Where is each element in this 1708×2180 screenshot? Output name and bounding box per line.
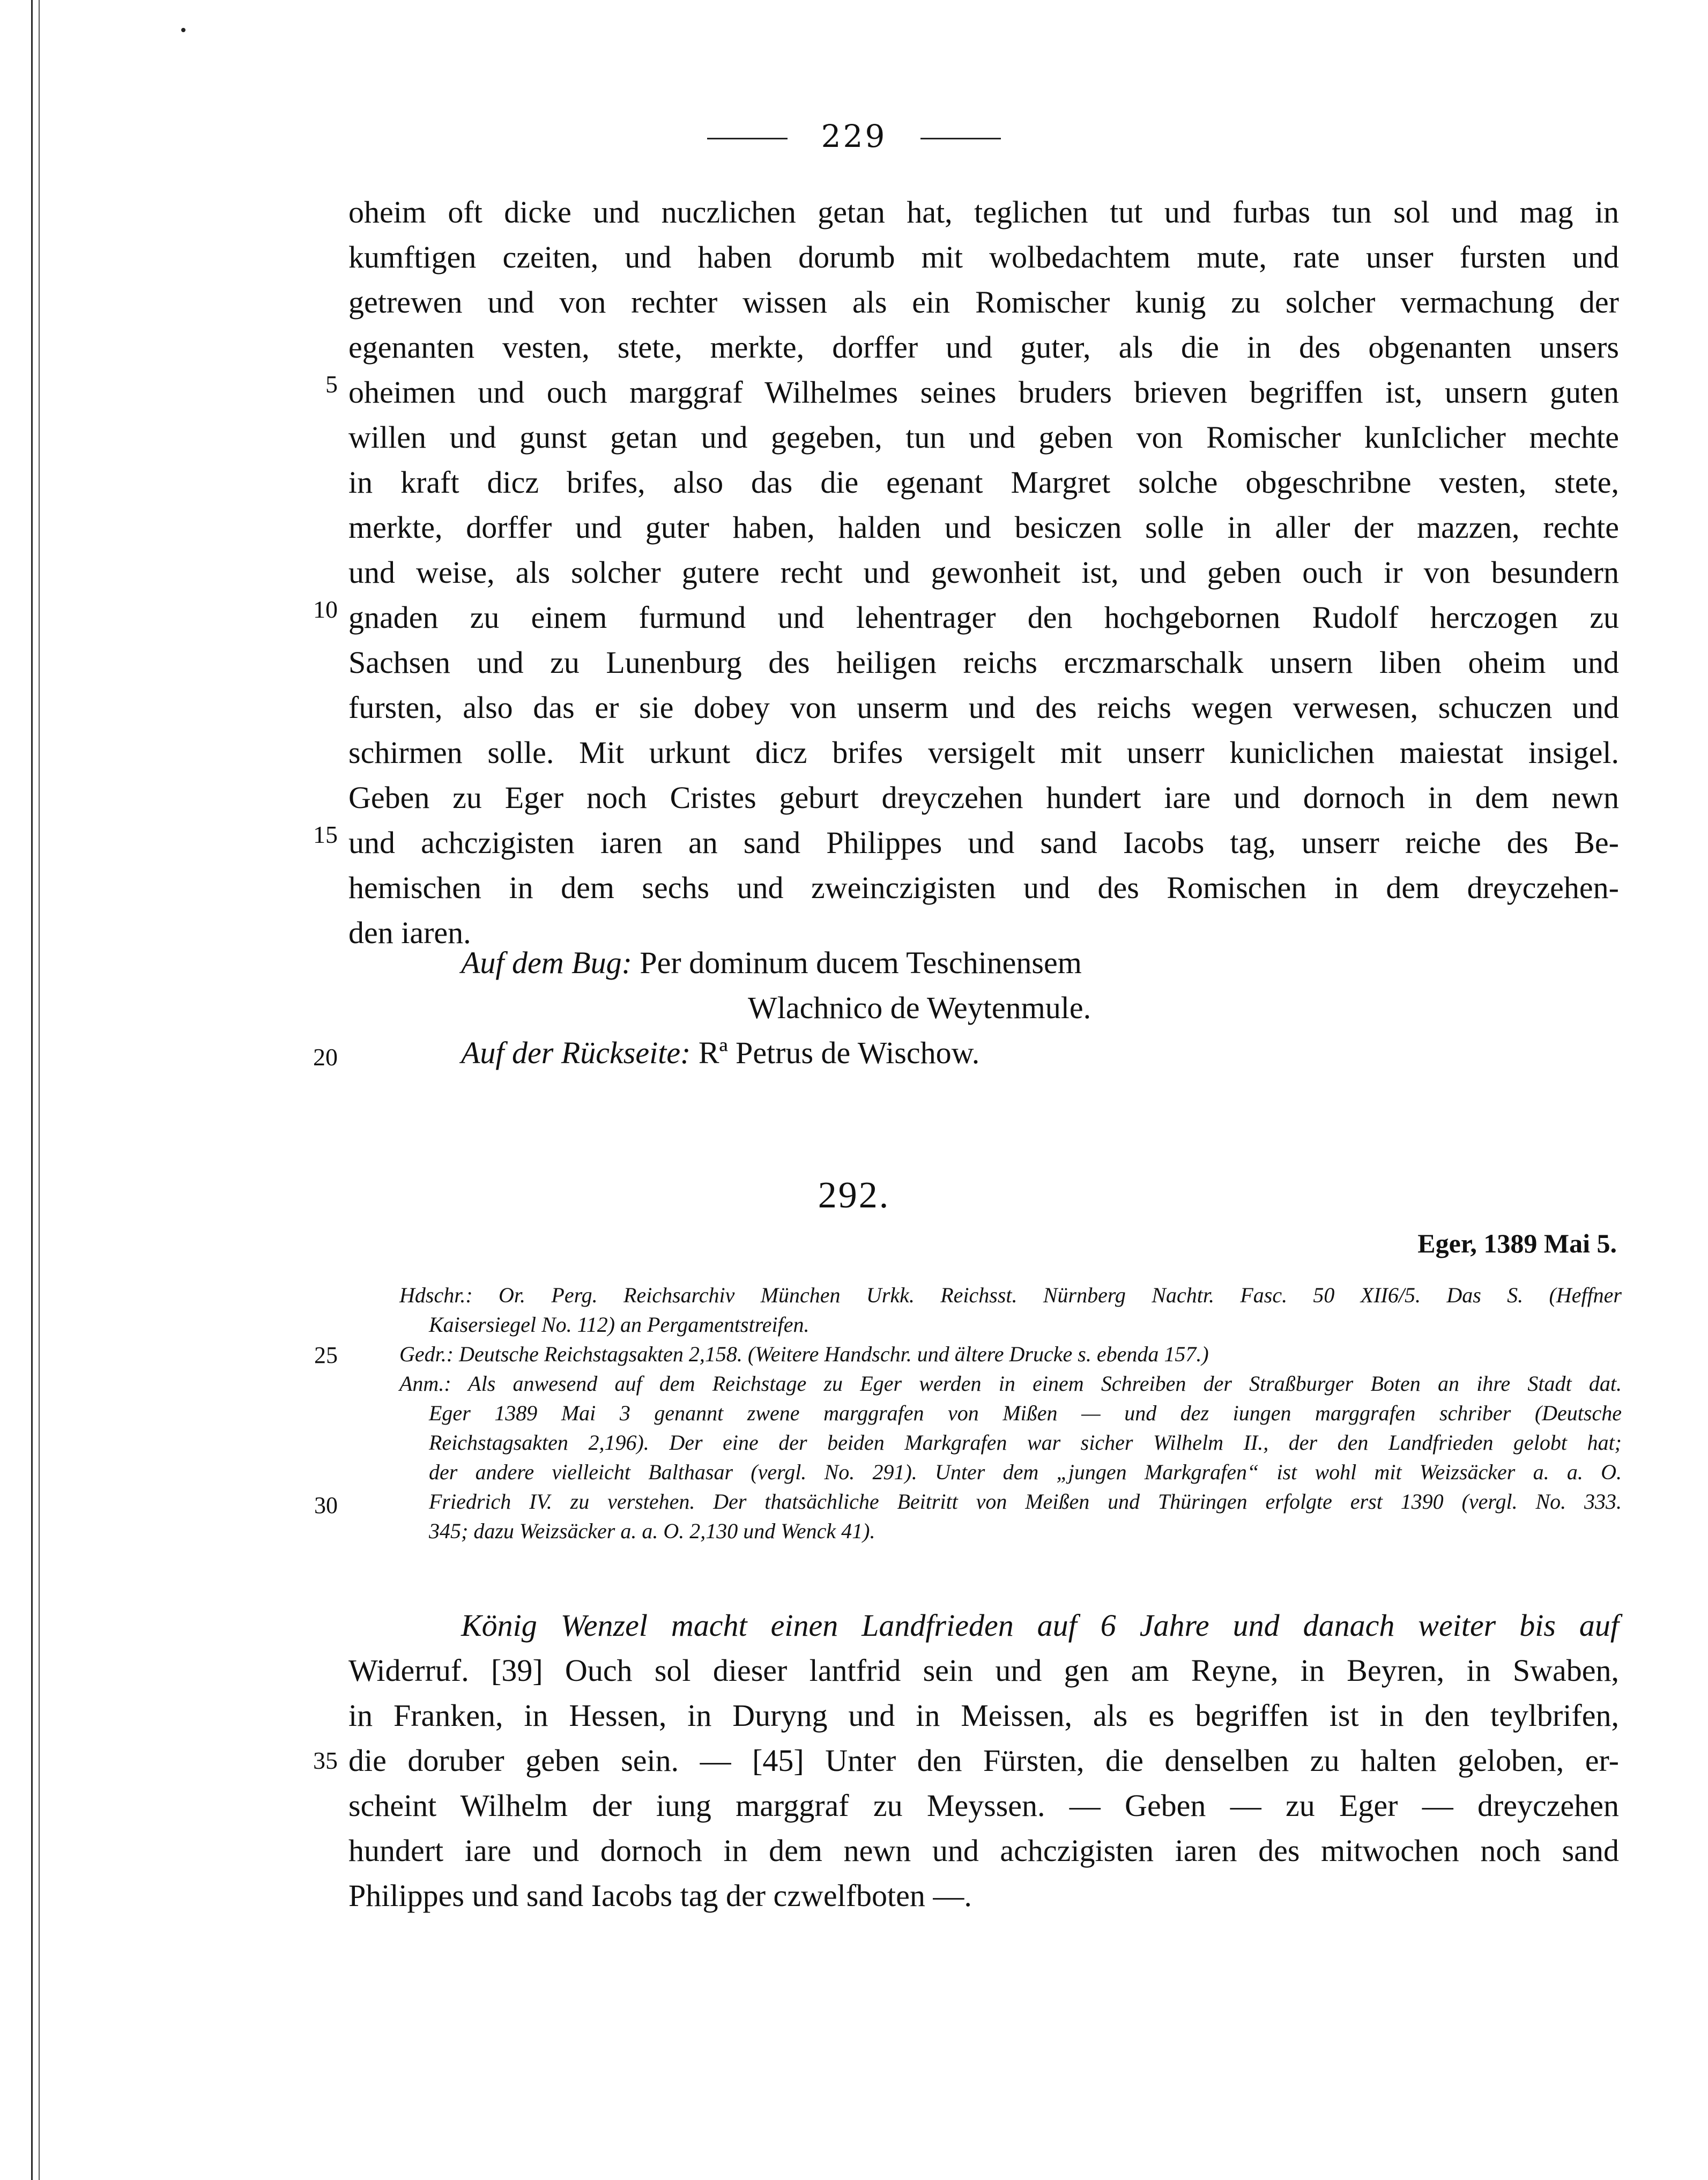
note-bug-label: Auf dem Bug: — [461, 945, 632, 980]
regest-line — [348, 1603, 1619, 1648]
regest-line: die doruber geben sein. — [45] Unter den Fürsten, die denselben zu halten geloben, er- — [348, 1743, 1619, 1778]
regest-line: hundert iare und dornoch in dem newn und achczigisten iaren des mitwochen noch sand — [348, 1833, 1619, 1868]
text-line: und achczigisten iaren an sand Philippes und sand Iacobs tag, unserr reiche des Be- — [348, 825, 1619, 860]
main-text — [348, 190, 1619, 955]
note-rueckseite-text: Rª Petrus de Wischow. — [698, 1035, 980, 1070]
apparatus-line: Friedrich IV. zu verstehen. Der thatsächliche Beitritt von Meißen und Thüringen erfolgte erst 1390 (vergl. No. 333. — [429, 1489, 1622, 1514]
regest-line: in Franken, in Hessen, in Duryng und in Meissen, als es begriffen ist in den teylbrifen, — [348, 1698, 1619, 1733]
apparatus-line: Anm.: Als anwesend auf dem Reichstage zu Eger werden in einem Schreiben der Straßburger Boten an ihre Stadt dat. — [399, 1371, 1622, 1396]
note-bug-text: Per dominum ducem Teschinensem — [640, 945, 1082, 980]
scan-edge-left — [31, 0, 33, 2180]
text-line: egenanten vesten, stete, merkte, dorffer und guter, als die in des obgenanten unsers — [348, 330, 1619, 365]
text-line: oheim oft dicke und nuczlichen getan hat, teglichen tut und furbas tun sol und mag in — [348, 195, 1619, 229]
line-number: 30 — [314, 1492, 338, 1518]
line-number: 5 — [325, 370, 338, 398]
regest-text — [348, 1603, 1619, 1918]
note-rueckseite — [461, 1035, 979, 1071]
apparatus-line: Hdschr.: Or. Perg. Reichsarchiv München Urkk. Reichsst. Nürnberg Nachtr. Fasc. 50 XII6/5. Das S. (Heffner — [399, 1283, 1622, 1307]
apparatus-line: 345; dazu Weizsäcker a. a. O. 2,130 und Wenck 41). — [429, 1519, 875, 1543]
regest-line: Widerruf. [39] Ouch sol dieser lantfrid sein und gen am Reyne, in Beyren, in Swaben, — [348, 1653, 1619, 1688]
dateline: Eger, 1389 Mai 5. — [1417, 1228, 1617, 1258]
text-line: schirmen solle. Mit urkunt dicz brifes versigelt mit unserr kuniclichen maiestat insigel. — [348, 735, 1619, 770]
line-number: 25 — [314, 1342, 338, 1368]
apparatus-line: Eger 1389 Mai 3 genannt zwene marggrafen von Mißen — und dez iungen marggrafen schriber (Deutsche — [429, 1401, 1622, 1425]
header-rule-right — [920, 138, 1001, 139]
text-line: kumftigen czeiten, und haben dorumb mit wolbedachtem mute, rate unser fursten und — [348, 240, 1619, 275]
apparatus-line: der andere vielleicht Balthasar (vergl. No. 291). Unter dem „jungen Markgrafen“ ist wohl mit Weizsäcker a. a. O. — [429, 1460, 1622, 1484]
regest-line: scheint Wilhelm der iung marggraf zu Meyssen. — Geben — zu Eger — dreyczehen — [348, 1788, 1619, 1823]
line-number: 20 — [313, 1043, 338, 1071]
text-line: Geben zu Eger noch Cristes geburt dreyczehen hundert iare und dornoch in dem newn — [348, 780, 1619, 815]
scan-speck — [181, 28, 185, 32]
scan-edge-left-inner — [39, 0, 40, 2180]
apparatus-line: Kaisersiegel No. 112) an Pergamentstreifen. — [429, 1313, 810, 1337]
text-line: fursten, also das er sie dobey von unserm und des reichs wegen verwesen, schuczen und — [348, 690, 1619, 725]
regest-line: Philippes und sand Iacobs tag der czwelfboten —. — [348, 1878, 972, 1913]
critical-apparatus — [399, 1280, 1622, 1546]
apparatus-line: Gedr.: Deutsche Reichstagsakten 2,158. (Weitere Handschr. und ältere Drucke s. ebenda 157.) — [399, 1342, 1209, 1366]
header-rule-left — [707, 138, 788, 139]
document-number: 292. — [818, 1175, 890, 1216]
text-line: oheimen und ouch marggraf Wilhelmes seines bruders brieven begriffen ist, unsern guten — [348, 375, 1619, 410]
apparatus-line: Reichstagsakten 2,196). Der eine der beiden Markgrafen war sicher Wilhelm II., der den Landfrieden gelobt hat; — [429, 1430, 1622, 1455]
text-line: getrewen und von rechter wissen als ein Romischer kunig zu solcher vermachung der — [348, 285, 1619, 320]
text-line: den iaren. — [348, 915, 471, 950]
page-number: 229 — [821, 118, 887, 154]
page-header — [0, 118, 1708, 154]
note-bug-continued — [748, 990, 1091, 1026]
text-line: Sachsen und zu Lunenburg des heiligen reichs erczmarschalk unsern liben oheim und — [348, 645, 1619, 680]
line-number: 15 — [313, 821, 338, 848]
regest-line-text: König Wenzel macht einen Landfrieden auf 6 Jahre und danach weiter bis auf — [461, 1608, 1619, 1643]
text-line: willen und gunst getan und gegeben, tun und geben von Romischer kunIclicher mechte — [348, 420, 1619, 455]
text-line: merkte, dorffer und guter haben, halden und besiczen solle in aller der mazzen, rechte — [348, 510, 1619, 545]
note-rueckseite-label: Auf der Rückseite: — [461, 1035, 691, 1070]
text-line: in kraft dicz brifes, also das die egenant Margret solche obgeschribne vesten, stete, — [348, 465, 1619, 500]
note-bug-text-2: Wlachnico de Weytenmule. — [748, 990, 1091, 1025]
text-line: hemischen in dem sechs und zweinczigisten und des Romischen in dem dreyczehen- — [348, 870, 1619, 905]
text-line: gnaden zu einem furmund und lehentrager den hochgebornen Rudolf herczogen zu — [348, 600, 1619, 635]
note-bug — [461, 945, 1082, 981]
line-number: 35 — [313, 1747, 338, 1774]
line-number: 10 — [313, 596, 338, 623]
text-line: und weise, als solcher gutere recht und gewonheit ist, und geben ouch ir von besundern — [348, 555, 1619, 590]
